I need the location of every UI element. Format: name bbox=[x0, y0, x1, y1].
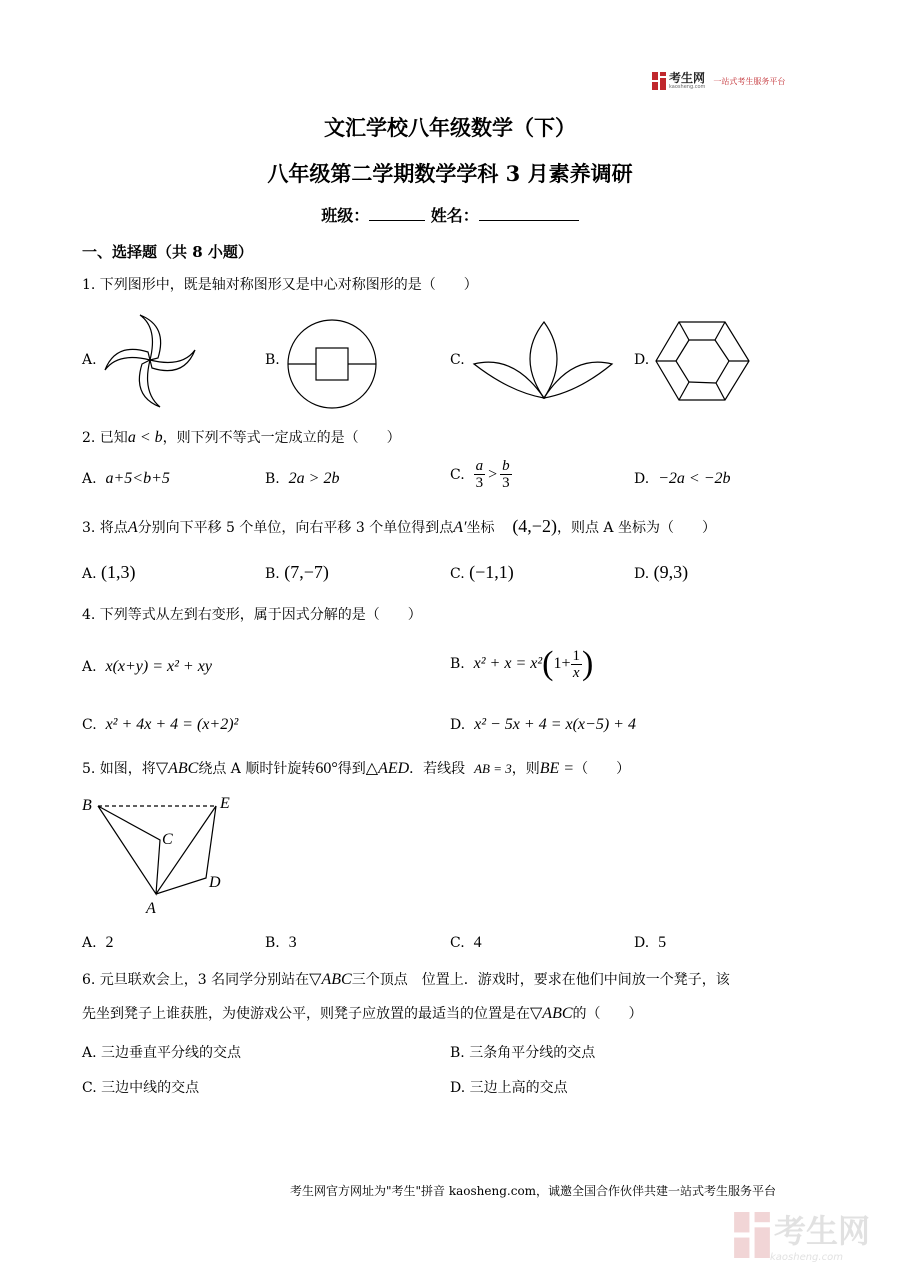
q2-stem-post: ，则下列不等式一定成立的是（ ） bbox=[162, 430, 401, 446]
q6-line1-pre: 6. 元旦联欢会上，3 名同学分别站在 bbox=[82, 972, 310, 988]
q4-c-expr: x² + 4x + 4 = (x+2)² bbox=[105, 716, 239, 733]
name-blank[interactable] bbox=[479, 204, 579, 221]
q3-option-a[interactable] bbox=[82, 562, 136, 583]
q6-line1-post: 三个顶点 位置上．游戏时，要求在他们中间放一个凳子，该 bbox=[351, 972, 730, 988]
q5-label-e: E bbox=[220, 795, 230, 812]
q5-tri2: △AED bbox=[365, 760, 410, 777]
q1-stem: 1. 下列图形中，既是轴对称图形又是中心对称图形的是（ ） bbox=[82, 277, 478, 293]
watermark-site: kaosheng.com bbox=[769, 1252, 843, 1263]
class-blank[interactable] bbox=[369, 204, 425, 221]
q4-c-label: C. bbox=[82, 717, 97, 733]
q6-line2-pre: 先坐到凳子上谁获胜，为使游戏公平，则凳子应放置的最适当的位置是在 bbox=[82, 1006, 530, 1022]
q5-label-d: D bbox=[209, 874, 221, 891]
q2-stem-pre: 2. 已知 bbox=[82, 430, 128, 446]
q2-stem bbox=[82, 428, 401, 448]
q5-stem-mid2: 得到 bbox=[337, 761, 366, 777]
q2-option-a[interactable] bbox=[82, 470, 170, 488]
q6-stem-line1 bbox=[82, 970, 730, 990]
q5-b-value: 3 bbox=[288, 934, 297, 951]
q5-tri1: ▽ABC bbox=[155, 760, 199, 777]
q6-option-c[interactable]: C. 三边中线的交点 bbox=[82, 1080, 200, 1096]
q3-b-value: (7,−7) bbox=[284, 562, 329, 582]
name-label: 姓名： bbox=[430, 206, 479, 225]
q4-b-paren-close: ) bbox=[582, 645, 594, 682]
q6-line2-post: 的（ ） bbox=[572, 1006, 643, 1022]
q6-line1-tri: ▽ABC bbox=[309, 971, 352, 988]
q4-b-pre: x² + x = x² bbox=[473, 655, 543, 672]
kaosheng-logo[interactable] bbox=[652, 72, 785, 90]
q2-c-gt: > bbox=[488, 465, 498, 483]
q6-stem-line2 bbox=[82, 1004, 643, 1024]
q4-d-label: D. bbox=[450, 717, 466, 733]
watermark bbox=[734, 1206, 870, 1263]
q2-c-frac1: $\frac{a}{3}$ bbox=[475, 458, 484, 491]
watermark-text: 考生网 bbox=[773, 1212, 870, 1250]
q5-a-label: A. bbox=[82, 935, 97, 951]
logo-brand: 考生网 bbox=[669, 71, 706, 85]
q4-option-a[interactable] bbox=[82, 658, 212, 676]
q4-a-label: A. bbox=[82, 659, 97, 675]
q4-a-expr: x(x+y) = x² + xy bbox=[105, 658, 212, 675]
q3-a-label: A. bbox=[82, 566, 97, 582]
watermark-logo-icon bbox=[734, 1212, 770, 1258]
q3-stem-post: ，则点 A 坐标为（ ） bbox=[556, 520, 716, 536]
q5-option-c[interactable] bbox=[450, 934, 482, 952]
q3-option-d[interactable] bbox=[634, 562, 688, 583]
q5-c-label: C. bbox=[450, 935, 465, 951]
q5-ab: AB = 3 bbox=[474, 761, 512, 776]
q2-c-label: C. bbox=[450, 466, 465, 483]
q4-b-label: B. bbox=[450, 656, 465, 672]
q2-option-d[interactable] bbox=[634, 470, 730, 488]
q1-option-b-label[interactable]: B. bbox=[265, 352, 280, 368]
q5-label-a: A bbox=[146, 900, 156, 917]
class-label: 班级： bbox=[321, 206, 370, 225]
q2-option-b[interactable] bbox=[265, 470, 339, 488]
logo-slogan: 一站式考生服务平台 bbox=[713, 76, 786, 86]
q3-stem bbox=[82, 516, 716, 538]
q2-option-c[interactable] bbox=[450, 458, 512, 491]
q3-stem-pre: 3. 将点 bbox=[82, 520, 128, 536]
kaosheng-logo-icon bbox=[652, 72, 666, 90]
q3-c-value: (−1,1) bbox=[469, 562, 514, 582]
q2-a-expr: a+5<b+5 bbox=[105, 470, 170, 487]
q5-label-c: C bbox=[162, 831, 173, 848]
q4-option-b[interactable] bbox=[450, 645, 593, 683]
q5-d-label: D. bbox=[634, 935, 650, 951]
q5-angle: 60° bbox=[315, 760, 338, 777]
q5-be: BE = bbox=[539, 760, 575, 777]
q2-d-expr: −2a < −2b bbox=[658, 470, 731, 487]
footer-note: 考生网官方网址为"考生"拼音 kaosheng.com，诚邀全国合作伙伴共建一站式考生服务平台 bbox=[290, 1184, 777, 1198]
q5-a-value: 2 bbox=[105, 934, 114, 951]
class-name-line bbox=[0, 203, 900, 226]
q5-stem-end: （ ） bbox=[574, 761, 631, 777]
q5-option-b[interactable] bbox=[265, 934, 297, 952]
q5-label-b: B bbox=[82, 797, 92, 814]
q5-option-a[interactable] bbox=[82, 934, 113, 952]
page-subtitle: 八年级第二学期数学学科 3 月素养调研 bbox=[267, 161, 633, 186]
q5-b-label: B. bbox=[265, 935, 280, 951]
q2-d-label: D. bbox=[634, 471, 650, 487]
q3-stem-mid: 分别向下平移 5 个单位，向右平移 3 个单位得到点 bbox=[137, 520, 454, 536]
q1-figure-recycle bbox=[655, 320, 750, 402]
q3-coord: (4,−2) bbox=[512, 516, 557, 536]
q6-option-a[interactable]: A. 三边垂直平分线的交点 bbox=[82, 1045, 242, 1061]
logo-site: kaosheng.com bbox=[669, 84, 706, 90]
q5-stem-pre: 5. 如图，将 bbox=[82, 761, 156, 777]
q1-option-a-label[interactable]: A. bbox=[82, 352, 97, 368]
q5-stem-mid3: ．若线段 bbox=[409, 761, 466, 777]
q6-option-b[interactable]: B. 三条角平分线的交点 bbox=[450, 1045, 596, 1061]
page-title: 文汇学校八年级数学（下） bbox=[324, 115, 576, 140]
q3-coord-label: 坐标 bbox=[466, 520, 495, 536]
q1-figure-lotus bbox=[470, 318, 615, 402]
q3-d-label: D. bbox=[634, 566, 650, 582]
q3-a-value: (1,3) bbox=[101, 562, 136, 582]
q2-a-label: A. bbox=[82, 471, 97, 487]
q5-d-value: 5 bbox=[658, 934, 667, 951]
q4-stem: 4. 下列等式从左到右变形，属于因式分解的是（ ） bbox=[82, 607, 422, 623]
q3-c-label: C. bbox=[450, 566, 465, 582]
q2-b-expr: 2a > 2b bbox=[288, 470, 340, 487]
q4-option-c[interactable] bbox=[82, 716, 238, 734]
q6-line2-tri: ▽ABC bbox=[530, 1005, 573, 1022]
q4-b-paren-open: ( bbox=[542, 645, 554, 682]
q4-option-d[interactable] bbox=[450, 716, 636, 734]
q5-stem bbox=[82, 759, 630, 779]
q1-figure-pinwheel bbox=[100, 310, 200, 412]
q3-point-a-prime: A′ bbox=[453, 519, 467, 536]
q3-b-label: B. bbox=[265, 566, 280, 582]
q1-option-d-label[interactable]: D. bbox=[634, 352, 650, 368]
q4-b-one: 1+ bbox=[553, 655, 571, 672]
q1-figure-coin bbox=[286, 318, 378, 410]
q3-d-value: (9,3) bbox=[653, 562, 689, 582]
section-title: 一、选择题（共 8 小题） bbox=[82, 243, 253, 261]
q4-d-expr: x² − 5x + 4 = x(x−5) + 4 bbox=[474, 716, 636, 733]
q5-stem-post: ，则 bbox=[511, 761, 540, 777]
q4-b-frac: $\frac{1}{x}$ bbox=[572, 647, 581, 681]
q2-stem-math: a < b bbox=[127, 429, 163, 446]
q3-option-b[interactable] bbox=[265, 562, 329, 583]
q3-option-c[interactable] bbox=[450, 562, 514, 583]
q5-figure-rotation bbox=[78, 790, 248, 920]
q3-point-a: A bbox=[127, 519, 138, 536]
q5-c-value: 4 bbox=[473, 934, 482, 951]
q2-b-label: B. bbox=[265, 471, 280, 487]
q1-option-c-label[interactable]: C. bbox=[450, 352, 465, 368]
q6-option-d[interactable]: D. 三边上高的交点 bbox=[450, 1080, 568, 1096]
q5-stem-mid: 绕点 A 顺时针旋转 bbox=[198, 761, 316, 777]
q5-option-d[interactable] bbox=[634, 934, 666, 952]
q2-c-frac2: $\frac{b}{3}$ bbox=[502, 458, 510, 491]
